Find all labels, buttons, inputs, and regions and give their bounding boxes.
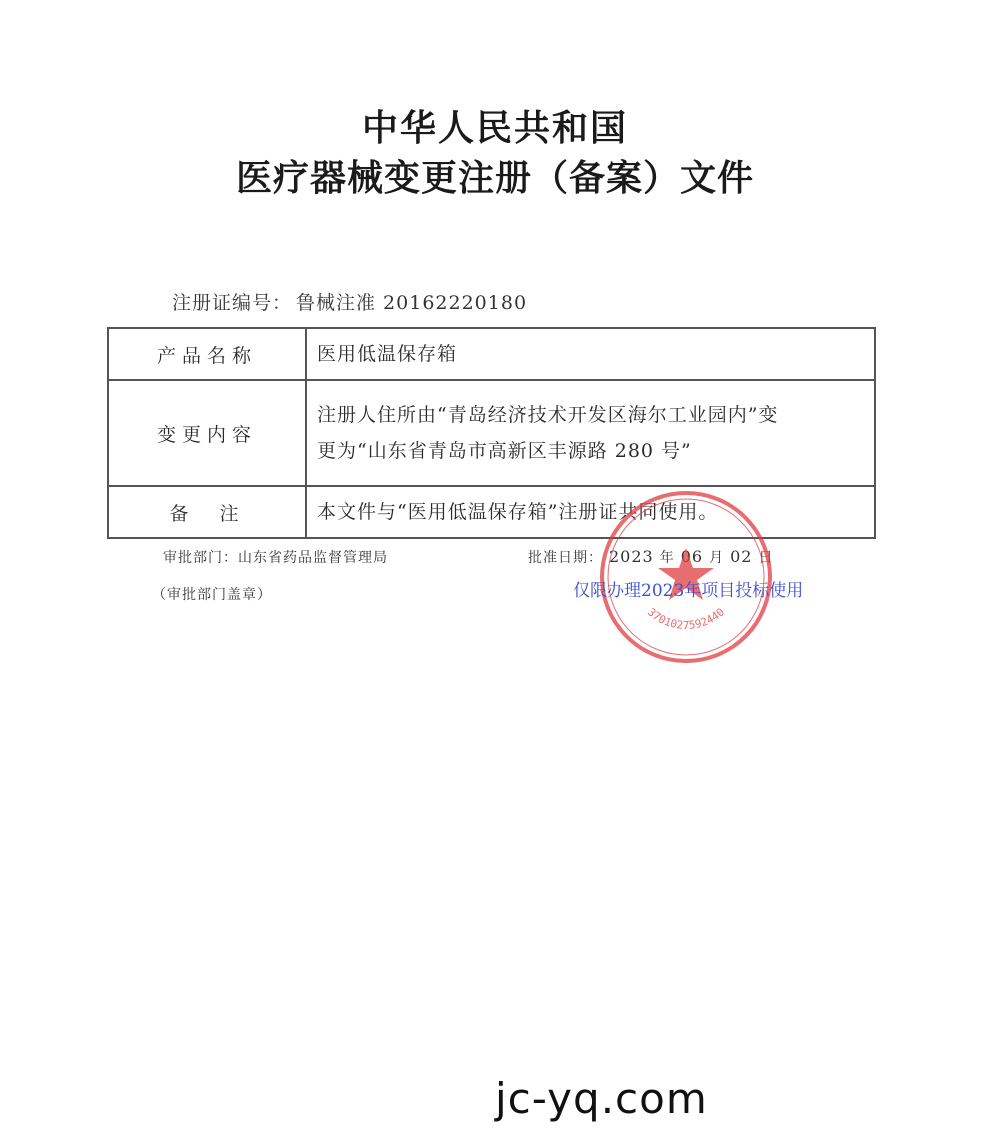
document-title-country: 中华人民共和国: [361, 107, 628, 149]
bid-use-stamp: 仅限办理2023年项目投标使用: [573, 581, 804, 601]
change-content-value: [306, 380, 875, 486]
document-title: 医疗器械变更注册（备案）文件: [235, 157, 754, 199]
approval-year: 2023: [609, 547, 654, 566]
seal-note: （审批部门盖章）: [152, 587, 272, 603]
approval-year-unit: 年: [659, 550, 675, 566]
approval-day: 02: [730, 547, 753, 566]
approval-day-unit: 日: [758, 550, 774, 566]
registration-number-value: 鲁械注准 20162220180: [296, 292, 528, 314]
change-content-label: 变更内容: [108, 380, 306, 486]
table-row-change-content: [108, 380, 875, 486]
registration-number-line: [172, 288, 527, 315]
approval-date-label: 批准日期：: [528, 550, 603, 566]
site-watermark: jc-yq.com: [495, 1074, 708, 1123]
approval-month: 06: [680, 547, 704, 566]
product-name-value: 医用低温保存箱: [306, 328, 875, 380]
product-name-label: 产品名称: [108, 328, 306, 380]
table-row-product-name: [108, 328, 875, 380]
registration-number-label: 注册证编号：: [172, 292, 293, 314]
seal-number: 3701027592440: [644, 605, 728, 632]
change-content-line1: 注册人住所由“青岛经济技术开发区海尔工业园内”变: [317, 404, 779, 426]
approval-department-name: 山东省药品监督管理局: [238, 550, 388, 566]
remarks-value: 本文件与“医用低温保存箱”注册证共同使用。: [306, 486, 875, 538]
approval-department-label: 审批部门：: [163, 550, 238, 566]
approval-department: [163, 547, 388, 567]
change-content-line2: 更为“山东省青岛市高新区丰源路 280 号”: [317, 440, 692, 462]
approval-month-unit: 月: [709, 550, 725, 566]
remarks-label: 备 注: [108, 486, 306, 538]
